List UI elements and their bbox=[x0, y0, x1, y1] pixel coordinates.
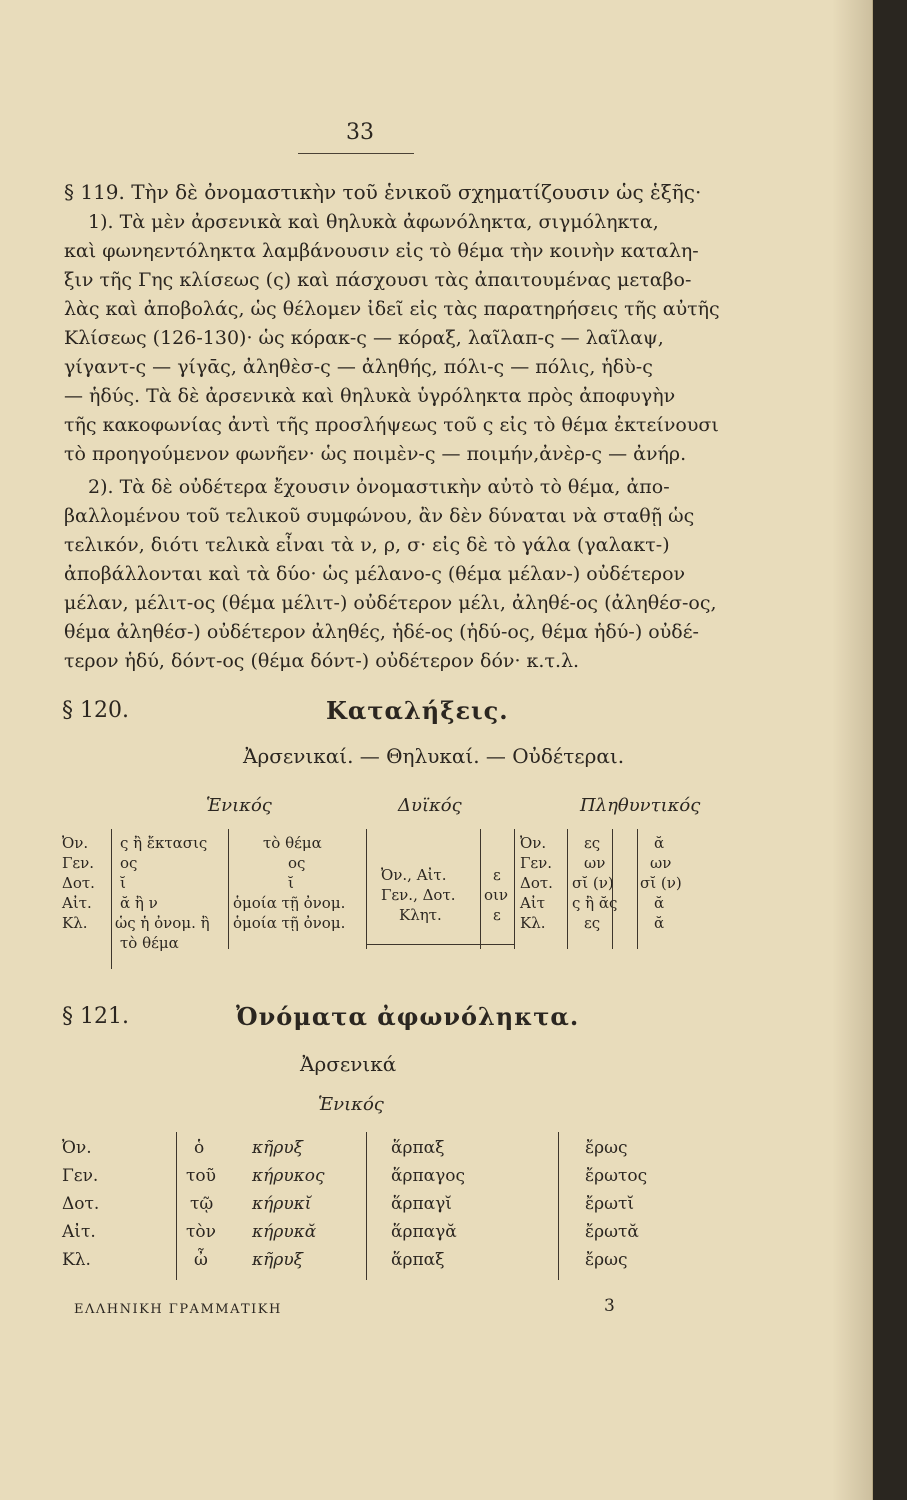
ending-cell: ᾰ bbox=[654, 914, 665, 932]
number-plural: Πληθυντικός bbox=[580, 795, 701, 816]
text-line: τελικόν, διότι τελικὰ εἶναι τὰ ν, ρ, σ· εἰς δὲ τὸ γάλα (γαλακτ-) bbox=[64, 534, 670, 556]
gender-heading: Ἀρσενικαί. — Θηλυκαί. — Οὐδέτεραι. bbox=[243, 744, 625, 768]
text-line: λὰς καὶ ἀποβολάς, ὡς θέλομεν ἰδεῖ εἰς τὰς παρατηρήσεις τῆς αὐτῆς bbox=[64, 298, 720, 320]
table-rule bbox=[558, 1132, 559, 1280]
case-label: Κλ. bbox=[62, 1250, 91, 1270]
table-rule bbox=[480, 829, 481, 949]
text-line: βαλλομένου τοῦ τελικοῦ συμφώνου, ἂν δὲν δύναται νὰ σταθῇ ὡς bbox=[64, 505, 695, 527]
table-rule bbox=[514, 829, 515, 949]
word-form: ἅρπαξ bbox=[391, 1138, 445, 1158]
article-cell: τὸν bbox=[186, 1222, 216, 1242]
gender-heading: Ἀρσενικά bbox=[300, 1052, 397, 1076]
case-label: Κλ. bbox=[520, 914, 546, 932]
page-number: 33 bbox=[346, 120, 374, 145]
dual-case: Κλητ. bbox=[399, 906, 442, 924]
case-label: Κλ. bbox=[62, 914, 88, 932]
case-label: Δοτ. bbox=[62, 874, 95, 892]
text-line: 2). Τὰ δὲ οὐδέτερα ἔχουσιν ὀνομαστικὴν αὐτὸ τὸ θέμα, ἀπο- bbox=[88, 476, 670, 498]
table-rule bbox=[366, 944, 514, 945]
ending-cell: σῐ (ν) bbox=[572, 874, 614, 892]
ending-cell: ᾰ bbox=[654, 834, 665, 852]
ending-cell: ες bbox=[584, 834, 601, 852]
word-form: κῆρυξ bbox=[252, 1250, 304, 1270]
ending-cell: ὁμοία τῇ ὀνομ. bbox=[233, 894, 346, 912]
article-cell: ὁ bbox=[194, 1138, 205, 1158]
case-label: Ὀν. bbox=[520, 834, 547, 852]
ending-cell: ὁμοία τῇ ὀνομ. bbox=[233, 914, 346, 932]
article-cell: τοῦ bbox=[186, 1166, 216, 1186]
ending-cell: τὸ θέμα bbox=[263, 834, 322, 852]
case-label: Γεν. bbox=[62, 854, 95, 872]
ending-cell: ων bbox=[584, 854, 606, 872]
case-label: Δοτ. bbox=[62, 1194, 100, 1214]
case-label: Αἰτ. bbox=[62, 894, 92, 912]
ending-cell: ᾰ bbox=[654, 894, 665, 912]
dual-ending: ε bbox=[493, 906, 501, 924]
word-form: ἔρωτος bbox=[585, 1166, 648, 1186]
word-form: ἅρπαγᾰ bbox=[391, 1222, 457, 1242]
text-line: ἀποβάλλονται καὶ τὰ δύο· ὡς μέλανο-ς (θέμα μέλαν-) οὐδέτερον bbox=[64, 563, 686, 585]
case-label: Γεν. bbox=[520, 854, 553, 872]
running-footer: ΕΛΛΗΝΙΚΗ ΓΡΑΜΜΑΤΙΚΗ bbox=[74, 1302, 282, 1317]
dual-ending: οιν bbox=[484, 886, 509, 904]
text-line: Κλίσεως (126-130)· ὡς κόρακ-ς — κόραξ, λαῖλαπ-ς — λαῖλαψ, bbox=[64, 327, 664, 349]
word-form: ἅρπαγῐ bbox=[391, 1194, 452, 1214]
number-dual: Δυϊκός bbox=[398, 795, 462, 816]
case-label: Αἰτ. bbox=[62, 1222, 96, 1242]
word-form: κήρυκᾰ bbox=[252, 1222, 317, 1242]
case-label: Δοτ. bbox=[520, 874, 553, 892]
text-line: γίγαντ-ς — γίγᾱς, ἀληθὲσ-ς — ἀληθής, πόλι-ς — πόλις, ἡδὺ-ς bbox=[64, 356, 653, 378]
text-line: καὶ φωνηεντόληκτα λαμβάνουσιν εἰς τὸ θέμα τὴν κοινὴν καταλη- bbox=[64, 240, 699, 262]
word-form: κῆρυξ bbox=[252, 1138, 304, 1158]
ending-cell: ων bbox=[650, 854, 672, 872]
text-line: ξιν τῆς Γης κλίσεως (ς) καὶ πάσχουσι τὰς ἀπαιτουμένας μεταβο- bbox=[64, 269, 692, 291]
case-label: Ὀν. bbox=[62, 834, 89, 852]
dual-ending: ε bbox=[493, 866, 501, 884]
case-label: Αἰτ bbox=[520, 894, 546, 912]
ending-cell: ος bbox=[120, 854, 138, 872]
ending-cell: ς ἢ ἔκτασις bbox=[120, 834, 208, 852]
text-line: — ἡδύς. Τὰ δὲ ἀρσενικὰ καὶ θηλυκὰ ὑγρόληκτα πρὸς ἀποφυγὴν bbox=[64, 385, 676, 407]
text-line: 1). Τὰ μὲν ἀρσενικὰ καὶ θηλυκὰ ἀφωνόληκτα, σιγμόληκτα, bbox=[88, 211, 659, 233]
word-form: ἔρωτᾰ bbox=[585, 1222, 639, 1242]
text-line: μέλαν, μέλιτ-ος (θέμα μέλιτ-) οὐδέτερον μέλι, ἀληθέ-ος (ἀληθέσ-ος, bbox=[64, 592, 717, 614]
word-form: ἔρως bbox=[585, 1138, 628, 1158]
case-label: Ὀν. bbox=[62, 1138, 92, 1158]
ending-cell: ες bbox=[584, 914, 601, 932]
table-rule bbox=[228, 829, 229, 949]
table-rule bbox=[176, 1132, 177, 1280]
text-line: τὸ προηγούμενον φωνῆεν· ὡς ποιμὲν-ς — ποιμήν,ἀνὲρ-ς — ἀνήρ. bbox=[64, 443, 687, 465]
word-form: ἔρωτῐ bbox=[585, 1194, 635, 1214]
text-line: θέμα ἀληθέσ-) οὐδέτερον ἀληθές, ἡδέ-ος (ἡδύ-ος, θέμα ἡδύ-) οὐδέ- bbox=[64, 621, 699, 643]
table-rule bbox=[637, 829, 638, 949]
text-line: τερον ἡδύ, δόντ-ος (θέμα δόντ-) οὐδέτερον δόν· κ.τ.λ. bbox=[64, 650, 580, 672]
ending-cell: ῐ bbox=[120, 874, 126, 892]
ending-cell: σῐ (ν) bbox=[640, 874, 682, 892]
table-rule bbox=[111, 829, 112, 969]
word-form: ἅρπαγος bbox=[391, 1166, 466, 1186]
signature-mark: 3 bbox=[604, 1296, 615, 1316]
ending-cell: ος bbox=[288, 854, 306, 872]
word-form: ἅρπαξ bbox=[391, 1250, 445, 1270]
ending-cell: ὡς ἡ ὀνομ. ἢ bbox=[115, 914, 210, 932]
text-line: τῆς κακοφωνίας ἀντὶ τῆς προσλήψεως τοῦ ς εἰς τὸ θέμα ἐκτείνουσι bbox=[64, 414, 719, 436]
ending-cell: τὸ θέμα bbox=[120, 934, 179, 952]
section-title: Καταλήξεις. bbox=[326, 696, 509, 725]
number-singular: Ἑνικός bbox=[318, 1094, 384, 1115]
page-number-rule bbox=[298, 153, 414, 154]
dual-case: Ὀν., Αἰτ. bbox=[381, 866, 447, 884]
case-label: Γεν. bbox=[62, 1166, 99, 1186]
ending-cell: ς ἢ ᾰς bbox=[572, 894, 618, 912]
dual-case: Γεν., Δοτ. bbox=[381, 886, 456, 904]
word-form: κήρυκος bbox=[252, 1166, 325, 1186]
number-singular: Ἑνικός bbox=[206, 795, 272, 816]
article-cell: ὦ bbox=[194, 1250, 208, 1270]
ending-cell: ῐ bbox=[288, 874, 294, 892]
section-title: Ὀνόματα ἀφωνόληκτα. bbox=[236, 1002, 580, 1031]
table-rule bbox=[366, 1132, 367, 1280]
section-number: § 121. bbox=[62, 1004, 129, 1029]
article-cell: τῷ bbox=[190, 1194, 214, 1214]
ending-cell: ᾰ ἢ ν bbox=[120, 894, 158, 912]
table-rule bbox=[366, 829, 367, 949]
word-form: κήρυκῐ bbox=[252, 1194, 312, 1214]
text-line: § 119. Τὴν δὲ ὀνομαστικὴν τοῦ ἑνικοῦ σχηματίζουσιν ὡς ἑξῆς· bbox=[64, 180, 702, 204]
word-form: ἔρως bbox=[585, 1250, 628, 1270]
table-rule bbox=[567, 829, 568, 949]
section-number: § 120. bbox=[62, 698, 129, 723]
